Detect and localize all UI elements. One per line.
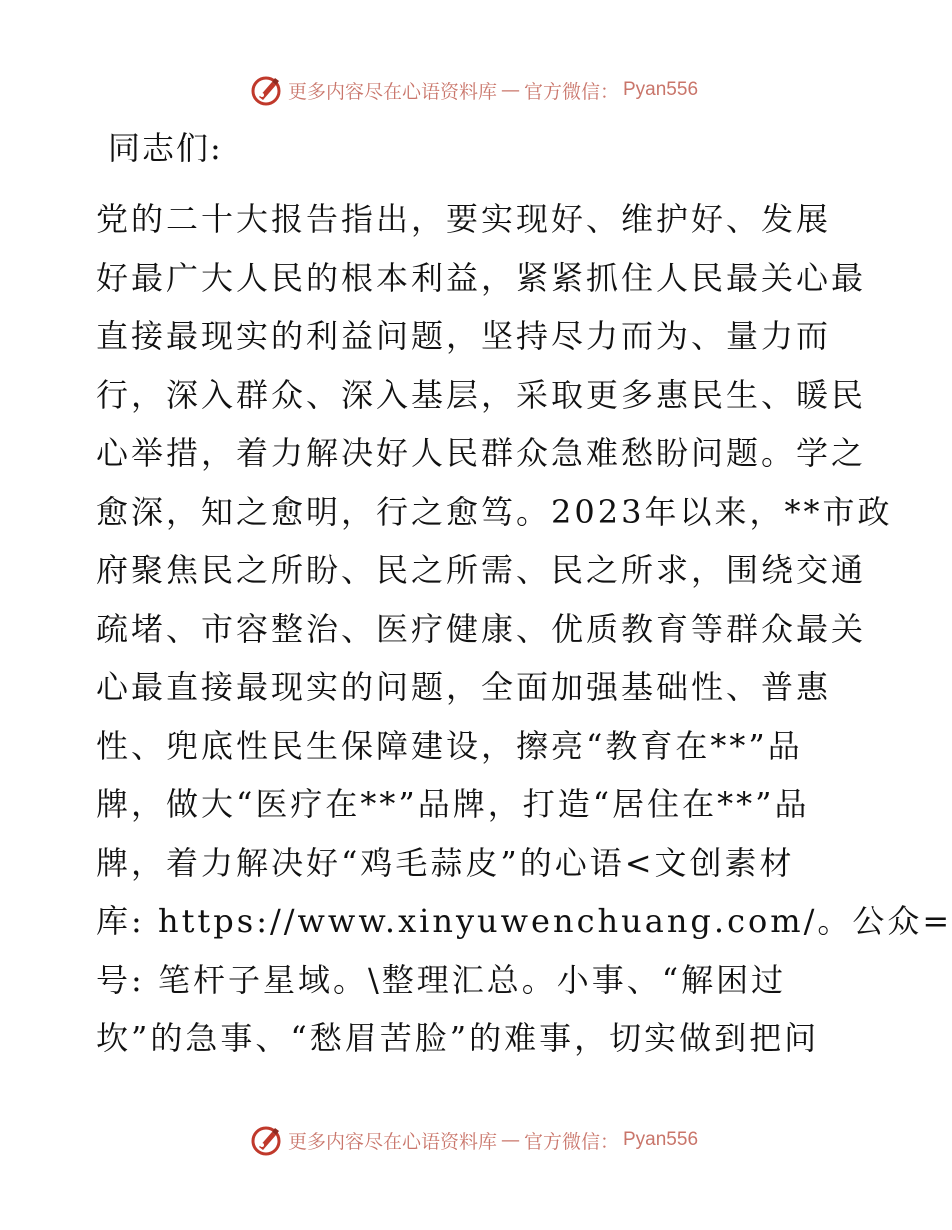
text-line: 性、兜底性民生保障建设，擦亮“教育在**”品 [96,726,803,765]
text-line: 愈深，知之愈明，行之愈笃。2023年以来，**市政 [96,492,893,531]
watermark-wechat-label: 官方微信： [523,1130,619,1153]
text-line: 直接最现实的利益问题，坚持尽力而为、量力而 [96,317,832,355]
text-line: 库: https://www.xinyuwenchuang.com/。公众= [96,902,952,940]
watermark-group [250,73,698,107]
text-line: 号: 笔杆子星域。\整理汇总。小事、“解困过 [96,960,787,999]
text-line: 心最直接最现实的问题，全面加强基础性、普惠 [96,668,832,706]
text-line: 党的二十大报告指出，要实现好、维护好、发展 [96,200,832,238]
header-watermark [0,70,950,110]
text-line: 府聚焦民之所盼、民之所需、民之所求，围绕交通 [96,551,867,589]
text-line: 坎”的急事、“愁眉苦脸”的难事，切实做到把问 [96,1019,820,1057]
text-line: 行，深入群众、深入基层，采取更多惠民生、暖民 [96,375,867,414]
body-paragraph [96,190,952,1068]
pen-logo-icon [250,1123,284,1157]
watermark-text: 更多内容尽在心语资料库 [287,1130,497,1153]
watermark-text: 更多内容尽在心语资料库 [287,80,497,103]
pen-logo-icon [250,73,284,107]
watermark-separator: — [500,1129,520,1151]
salutation: 同志们: [108,129,223,167]
text-line: 牌，着力解决好“鸡毛蒜皮”的心语<文创素材 [96,843,795,882]
watermark-wechat-id: Pyan556 [623,79,699,100]
text-line: 好最广大人民的根本利益，紧紧抓住人民最关心最 [96,258,867,297]
watermark-group [250,1123,698,1157]
text-line: 心举措，着力解决好人民群众急难愁盼问题。学之 [96,434,867,472]
text-line: 疏堵、市容整治、医疗健康、优质教育等群众最关 [96,609,867,648]
text-line: 牌，做大“医疗在**”品牌，打造“居住在**”品 [96,785,810,823]
watermark-separator: — [500,79,520,101]
watermark-wechat-id: Pyan556 [623,1129,699,1150]
footer-watermark [0,1120,950,1160]
watermark-wechat-label: 官方微信： [523,80,619,103]
